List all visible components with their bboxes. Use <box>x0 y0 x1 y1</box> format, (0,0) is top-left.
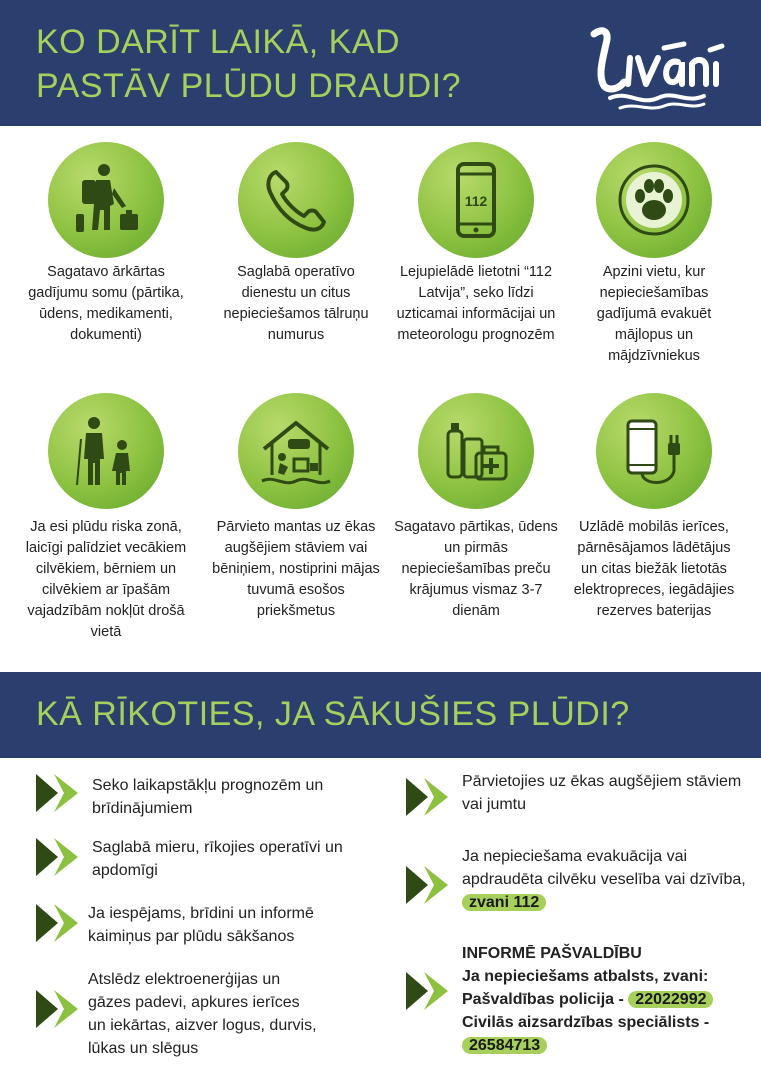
elderly-child-icon <box>48 393 164 509</box>
chevron-right-icon <box>36 990 86 1028</box>
prepare-caption-5: Ja esi plūdu riska zonā, laicīgi palīdziet vecākiem cilvēkiem, bērniem un cilvēkiem ar īpašām vajadzībām nokļūt drošā vietā <box>25 519 187 640</box>
action-item-2: Saglabā mieru, rīkojies operatīvi un apdomīgi <box>92 839 343 879</box>
action-item-5: Pārvietojies uz ēkas augšējiem stāviem vai jumtu <box>462 773 742 813</box>
phone-icon <box>238 142 354 258</box>
paw-icon <box>596 142 712 258</box>
civil-number-line <box>462 1034 754 1057</box>
civil-label: Civilās aizsardzības speciālists - <box>462 1014 710 1031</box>
police-line <box>462 988 754 1011</box>
chevron-right-icon <box>36 838 86 876</box>
chevron-right-icon <box>406 778 456 816</box>
backpack-person-icon <box>48 142 164 258</box>
action-item-3: Ja iespējams, brīdini un informē kaimiņus par plūdu sākšanos <box>88 905 314 945</box>
prepare-caption-1: Sagatavo ārkārtas gadījumu somu (pārtika, ūdens, medikamenti, dokumenti) <box>28 264 184 343</box>
smartphone-112-icon <box>418 142 534 258</box>
chevron-right-icon <box>406 866 456 904</box>
action-item-4: Atslēdz elektroenerģijas un gāzes padevi, apkures ierīces un iekārtas, aizver logus, durvis, lūkas un slēgus <box>88 971 317 1057</box>
prepare-caption-8: Uzlādē mobilās ierīces, pārnēsājamos lādētājus un citas biežāk lietotās elektropreces, iegādājies rezerves baterijas <box>573 519 735 619</box>
inform-line: Ja nepieciešams atbalsts, zvani: <box>462 968 709 985</box>
chevron-right-icon <box>406 972 456 1010</box>
prepare-caption-2: Saglabā operatīvo dienestu un citus nepieciešamos tālruņu numurus <box>223 264 369 343</box>
supplies-icon <box>418 393 534 509</box>
prepare-caption-7: Sagatavo pārtikas, ūdens un pirmās nepieciešamības preču krājumus vismaz 3-7 dienām <box>394 519 558 619</box>
inform-block <box>462 942 754 1057</box>
chevron-right-icon <box>36 774 86 812</box>
charging-phone-icon <box>596 393 712 509</box>
prepare-caption-3: Lejupielādē lietotni “112 Latvija”, seko līdzi uzticamai informācijai un meteorologu prognozēm <box>396 264 556 343</box>
action-item-1: Seko laikapstākļu prognozēm un brīdinājumiem <box>92 777 324 817</box>
inform-title: INFORMĒ PAŠVALDĪBU <box>462 945 642 962</box>
section2-title: KĀ RĪKOTIES, JA SĀKUŠIES PLŪDI? <box>36 695 630 733</box>
livani-logo <box>580 14 730 114</box>
police-number: 22022992 <box>628 991 713 1008</box>
prepare-caption-6: Pārvieto mantas uz ēkas augšējiem stāviem vai bēniņiem, nostiprini mājas tuvumā esošos priekšmetus <box>212 519 380 619</box>
action-item-6 <box>462 845 752 914</box>
evacuation-text: Ja nepieciešama evakuācija vai apdraudēta cilvēku veselība vai dzīvība, <box>462 848 746 888</box>
chevron-right-icon <box>36 904 86 942</box>
civil-number: 26584713 <box>462 1037 547 1054</box>
screen-112-text: 112 <box>464 193 488 209</box>
page-title-line1: KO DARĪT LAIKĀ, KAD <box>36 23 401 61</box>
civil-line <box>462 1011 754 1034</box>
prepare-caption-4: Apzini vietu, kur nepieciešamības gadījumā evakuēt mājlopus un mājdzīvniekus <box>596 264 712 364</box>
police-label: Pašvaldības policija - <box>462 991 624 1008</box>
page-title-line2: PASTĀV PLŪDU DRAUDI? <box>36 67 462 105</box>
page-title <box>36 20 461 108</box>
house-move-icon <box>238 393 354 509</box>
call-112-highlight: zvani 112 <box>462 894 546 911</box>
